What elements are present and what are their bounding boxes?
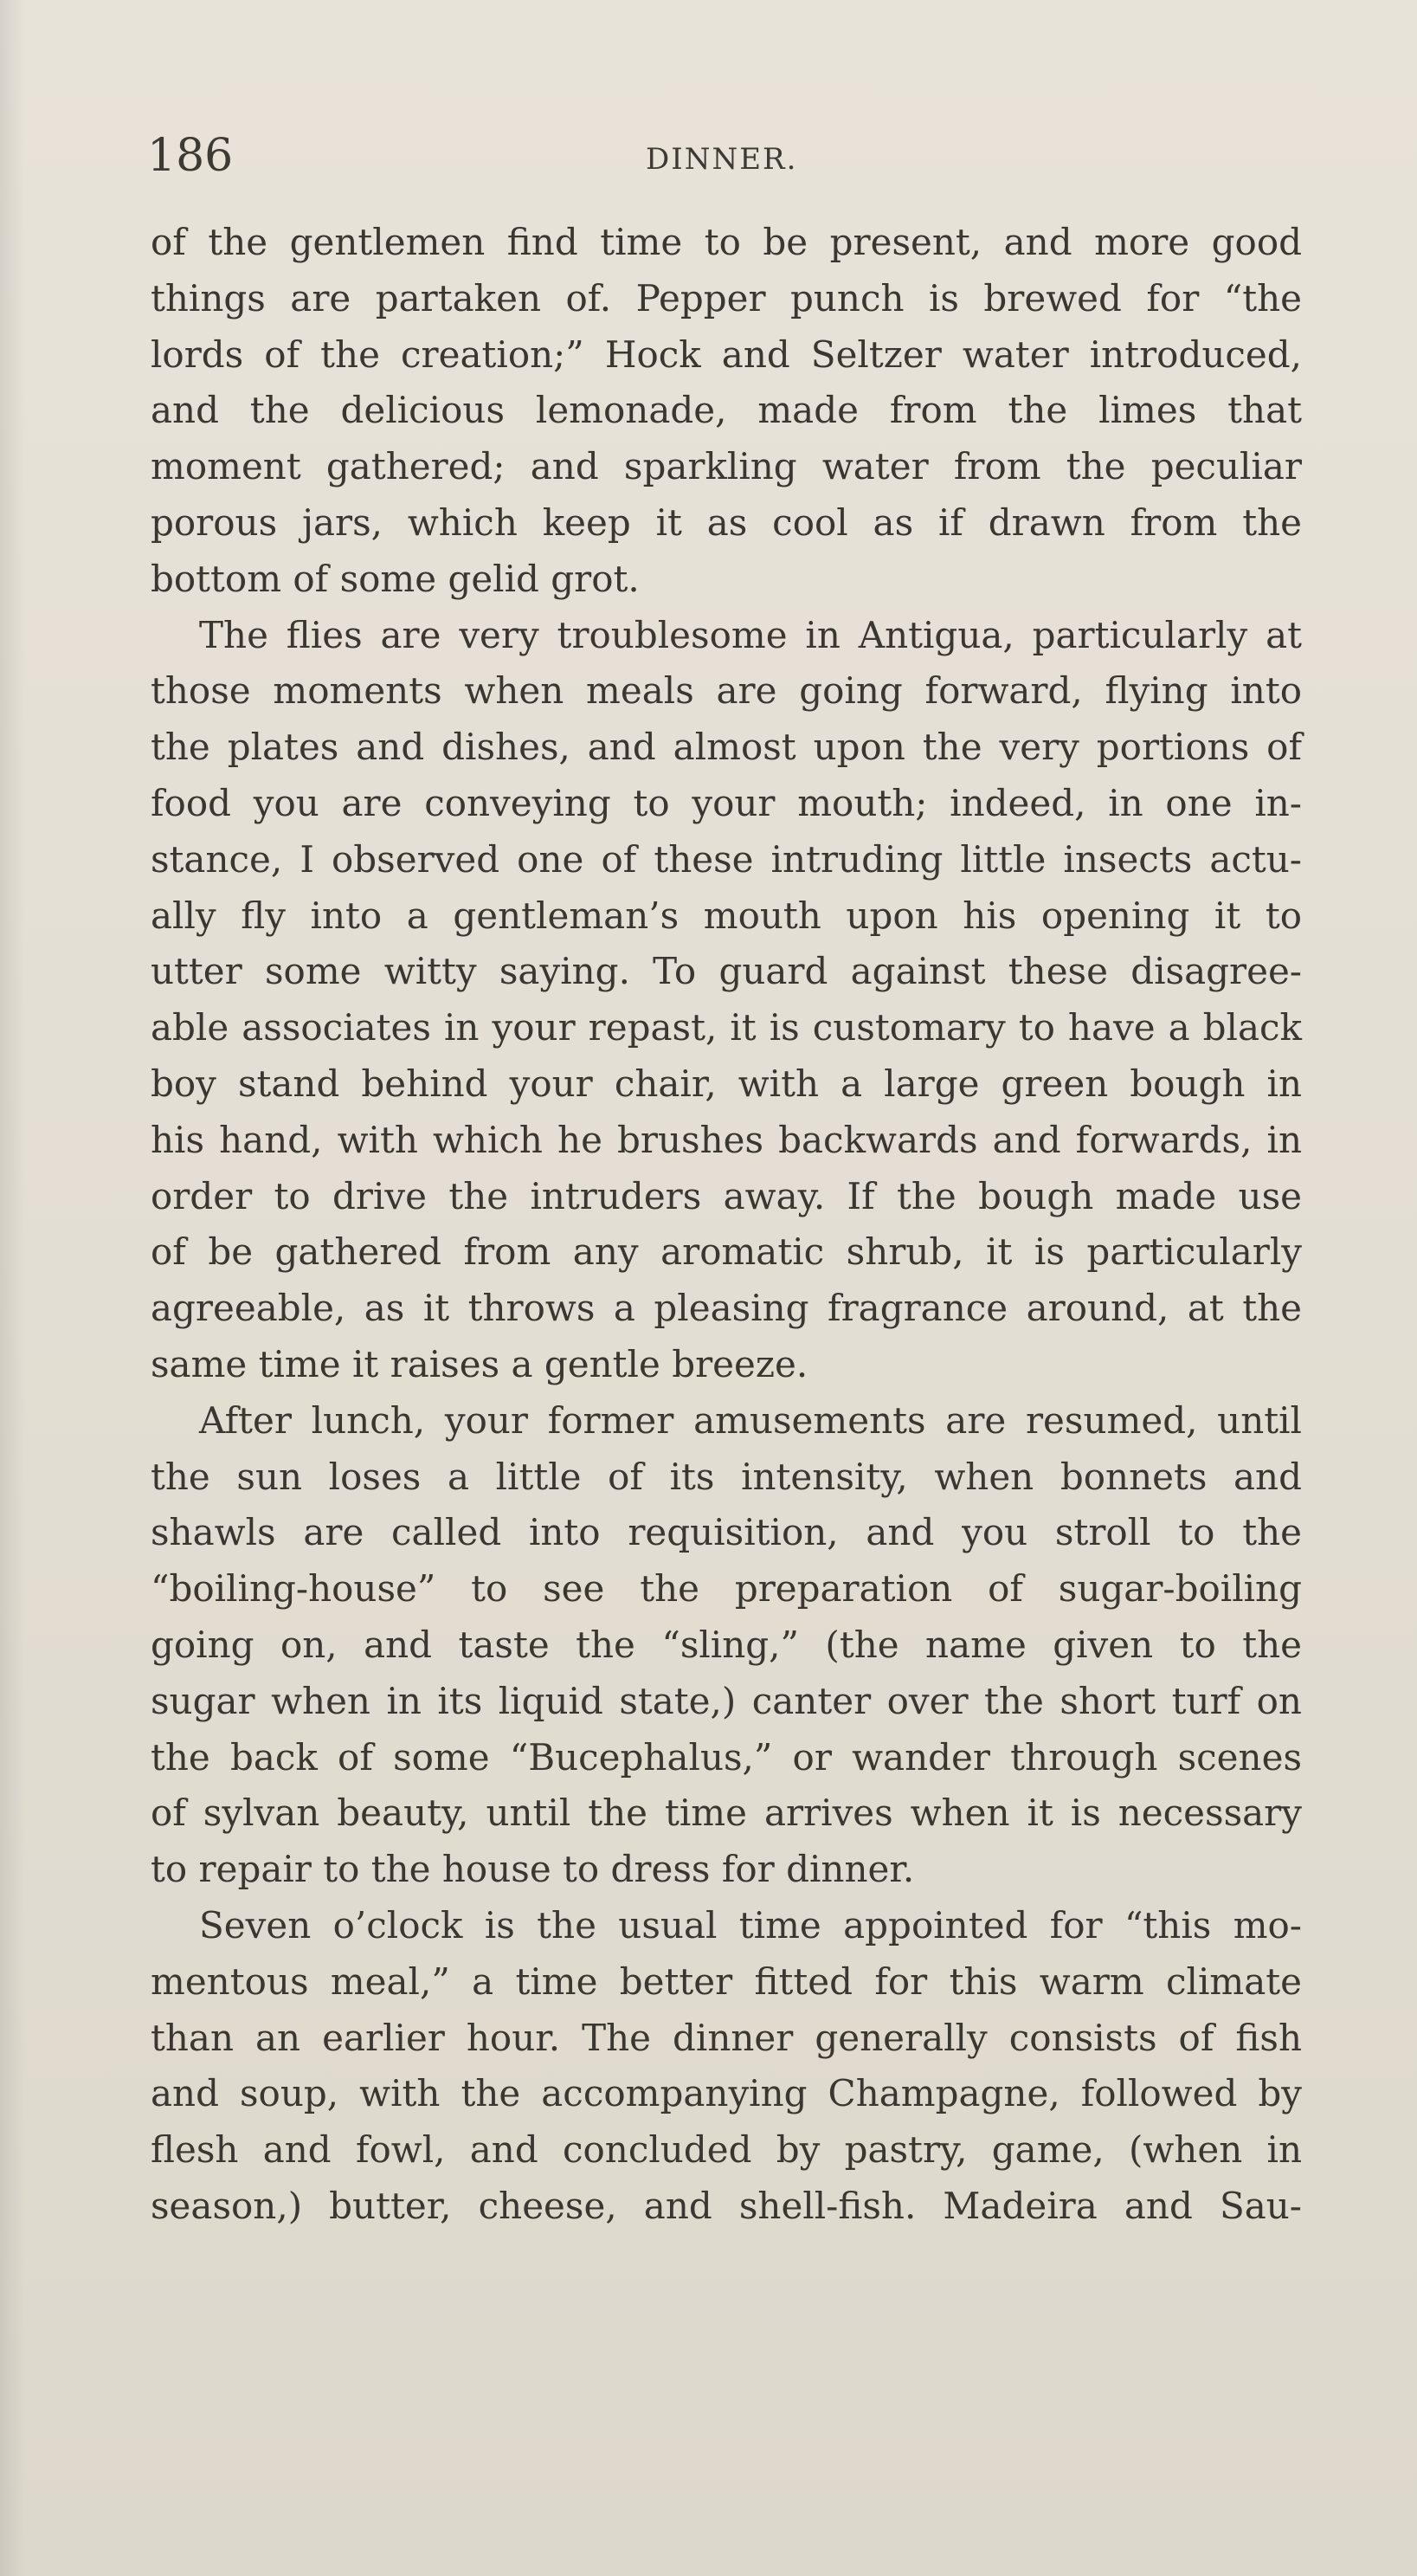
page-number: 186 — [147, 130, 234, 182]
page-edge-shadow — [0, 0, 26, 2576]
text-line: bottom of some gelid grot. — [151, 557, 640, 600]
page-header — [147, 130, 1307, 190]
text-line: the plates and dishes, and almost upon the very portions of — [151, 726, 1302, 769]
text-line: shawls are called into requisition, and you stroll to the — [151, 1511, 1302, 1554]
text-line: stance, I observed one of these intruding little insects actu- — [151, 837, 1302, 881]
text-line: same time it raises a gentle breeze. — [151, 1342, 808, 1385]
text-line: of sylvan beauty, until the time arrives when it is necessary — [151, 1792, 1302, 1835]
text-line: After lunch, your former amusements are resumed, until — [199, 1398, 1302, 1442]
paragraph-after-lunch — [151, 1393, 1302, 1898]
text-line: Seven o’clock is the usual time appointed for “this mo- — [199, 1903, 1302, 1947]
text-line: boy stand behind your chair, with a large green bough in — [151, 1062, 1302, 1105]
text-line: of the gentlemen find time to be present, and more good — [151, 221, 1302, 263]
paragraph-seven-oclock — [151, 1898, 1302, 2235]
text-line: able associates in your repast, it is customary to have a black — [151, 1006, 1302, 1049]
paragraph-continuation — [151, 215, 1302, 608]
running-head: DINNER. — [646, 142, 798, 177]
text-line: going on, and taste the “sling,” (the name given to the — [151, 1623, 1302, 1666]
text-line: ally fly into a gentleman’s mouth upon his opening it to — [151, 894, 1302, 937]
text-line: porous jars, which keep it as cool as if drawn from the — [151, 500, 1302, 544]
text-line: mentous meal,” a time better fitted for this warm climate — [151, 1959, 1302, 2003]
text-line: and the delicious lemonade, made from the limes that — [151, 389, 1302, 432]
text-line: “boiling-house” to see the preparation of sugar-boiling — [151, 1567, 1302, 1611]
text-line: utter some witty saying. To guard against these disagree- — [151, 950, 1302, 993]
text-line: season,) butter, cheese, and shell-fish. Madeira and Sau- — [151, 2184, 1302, 2227]
text-line: the back of some “Bucephalus,” or wander through scenes — [151, 1735, 1302, 1779]
text-line: order to drive the intruders away. If the bough made use — [151, 1174, 1302, 1217]
text-line: agreeable, as it throws a pleasing fragrance around, at the — [151, 1287, 1302, 1330]
text-line: lords of the creation;” Hock and Seltzer water introduced, — [151, 332, 1302, 376]
text-line: of be gathered from any aromatic shrub, it is particularly — [151, 1230, 1302, 1274]
text-line: than an earlier hour. The dinner generally consists of fish — [151, 2016, 1302, 2059]
text-line: things are partaken of. Pepper punch is brewed for “the — [151, 276, 1302, 320]
body-text — [151, 215, 1302, 2235]
text-line: and soup, with the accompanying Champagne, followed by — [151, 2072, 1302, 2115]
text-line: flesh and fowl, and concluded by pastry, game, (when in — [151, 2128, 1302, 2172]
text-line: his hand, with which he brushes backwards and forwards, in — [151, 1118, 1302, 1161]
text-line: to repair to the house to dress for dinner. — [151, 1848, 915, 1891]
text-line: sugar when in its liquid state,) canter over the short turf on — [151, 1679, 1302, 1722]
text-line: those moments when meals are going forward, flying into — [151, 669, 1302, 713]
text-line: The flies are very troublesome in Antigua, particularly at — [199, 613, 1302, 656]
text-line: moment gathered; and sparkling water from the peculiar — [151, 445, 1302, 488]
paragraph-flies — [151, 608, 1302, 1393]
text-line: the sun loses a little of its intensity, when bonnets and — [151, 1455, 1302, 1498]
text-line: food you are conveying to your mouth; indeed, in one in- — [151, 781, 1302, 824]
